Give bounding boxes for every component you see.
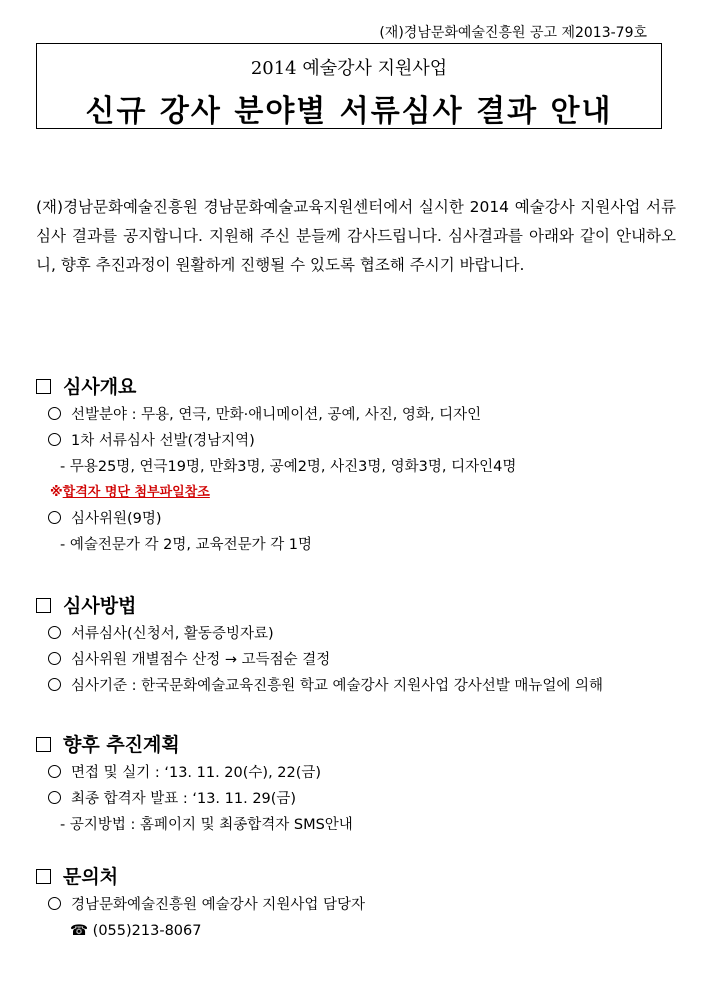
list-item: [36, 621, 603, 647]
contact-phone: [36, 918, 365, 944]
section-title: [36, 862, 365, 892]
list-item: [36, 506, 516, 532]
list-item-text: 서류심사(신청서, 활동증빙자료): [71, 626, 274, 642]
checkbox-square-icon: [36, 869, 51, 884]
sub-item: - 예술전문가 각 2명, 교육전문가 각 1명: [60, 537, 313, 553]
list-item: [36, 892, 365, 918]
reference-mark-icon: ※: [50, 485, 63, 500]
list-item: [36, 673, 603, 699]
section-method: [36, 591, 603, 699]
list-item-text: 1차 서류심사 선발(경남지역): [71, 433, 255, 449]
section-contact: [36, 862, 365, 944]
circle-bullet-icon: [48, 791, 61, 804]
circle-bullet-icon: [48, 407, 61, 420]
section-overview: [36, 372, 516, 558]
list-item-text: 선발분야 : 무용, 연극, 만화·애니메이션, 공예, 사진, 영화, 디자인: [71, 407, 482, 423]
phone-icon: ☎: [70, 923, 89, 939]
phone-number: (055)213-8067: [92, 923, 202, 939]
checkbox-square-icon: [36, 598, 51, 613]
circle-bullet-icon: [48, 897, 61, 910]
list-item-text: 경남문화예술진흥원 예술강사 지원사업 담당자: [71, 897, 365, 913]
circle-bullet-icon: [48, 626, 61, 639]
list-item: [36, 428, 516, 454]
title-box: [36, 43, 662, 129]
circle-bullet-icon: [48, 765, 61, 778]
section-title-text: 심사개요: [63, 376, 137, 398]
section-title-text: 문의처: [63, 866, 119, 888]
circle-bullet-icon: [48, 652, 61, 665]
sub-item: - 공지방법 : 홈페이지 및 최종합격자 SMS안내: [60, 817, 353, 833]
section-title-text: 심사방법: [63, 595, 137, 617]
list-item: [36, 786, 353, 812]
circle-bullet-icon: [48, 678, 61, 691]
list-item-text: 면접 및 실기 : ‘13. 11. 20(수), 22(금): [71, 765, 322, 781]
notice-number: (재)경남문화예술진흥원 공고 제2013-79호: [379, 25, 647, 41]
checkbox-square-icon: [36, 379, 51, 394]
document-subtitle: 2014 예술강사 지원사업: [250, 58, 448, 79]
section-title: [36, 730, 353, 760]
list-item: [36, 647, 603, 673]
list-item-text: 심사기준 : 한국문화예술교육진흥원 학교 예술강사 지원사업 강사선발 매뉴얼에 의해: [71, 678, 604, 694]
circle-bullet-icon: [48, 511, 61, 524]
section-plan: [36, 730, 353, 838]
circle-bullet-icon: [48, 433, 61, 446]
intro-paragraph: (재)경남문화예술진흥원 경남문화예술교육지원센터에서 실시한 2014 예술강사 지원사업 서류심사 결과를 공지합니다. 지원해 주신 분들께 감사드립니다. 심사결과를 아래와 같이 안내하오니, 향후 추진과정이 원활하게 진행될 수 있도록 협조해 주시기 바랍니다.: [36, 198, 676, 274]
checkbox-square-icon: [36, 737, 51, 752]
list-item-text: 심사위원 개별점수 산정 → 고득점순 결정: [71, 652, 331, 668]
sub-item: - 무용25명, 연극19명, 만화3명, 공예2명, 사진3명, 영화3명, 디자인4명: [60, 459, 517, 475]
section-title: [36, 591, 603, 621]
list-item: [36, 760, 353, 786]
attachment-note-text: 합격자 명단 첨부파일참조: [62, 485, 210, 500]
document-title: 신규 강사 분야별 서류심사 결과 안내: [85, 94, 613, 129]
section-title-text: 향후 추진계획: [63, 734, 180, 756]
list-item-text: 최종 합격자 발표 : ‘13. 11. 29(금): [71, 791, 297, 807]
list-item: [36, 402, 516, 428]
list-item-text: 심사위원(9명): [71, 511, 162, 527]
section-title: [36, 372, 516, 402]
attachment-note: [36, 480, 516, 506]
